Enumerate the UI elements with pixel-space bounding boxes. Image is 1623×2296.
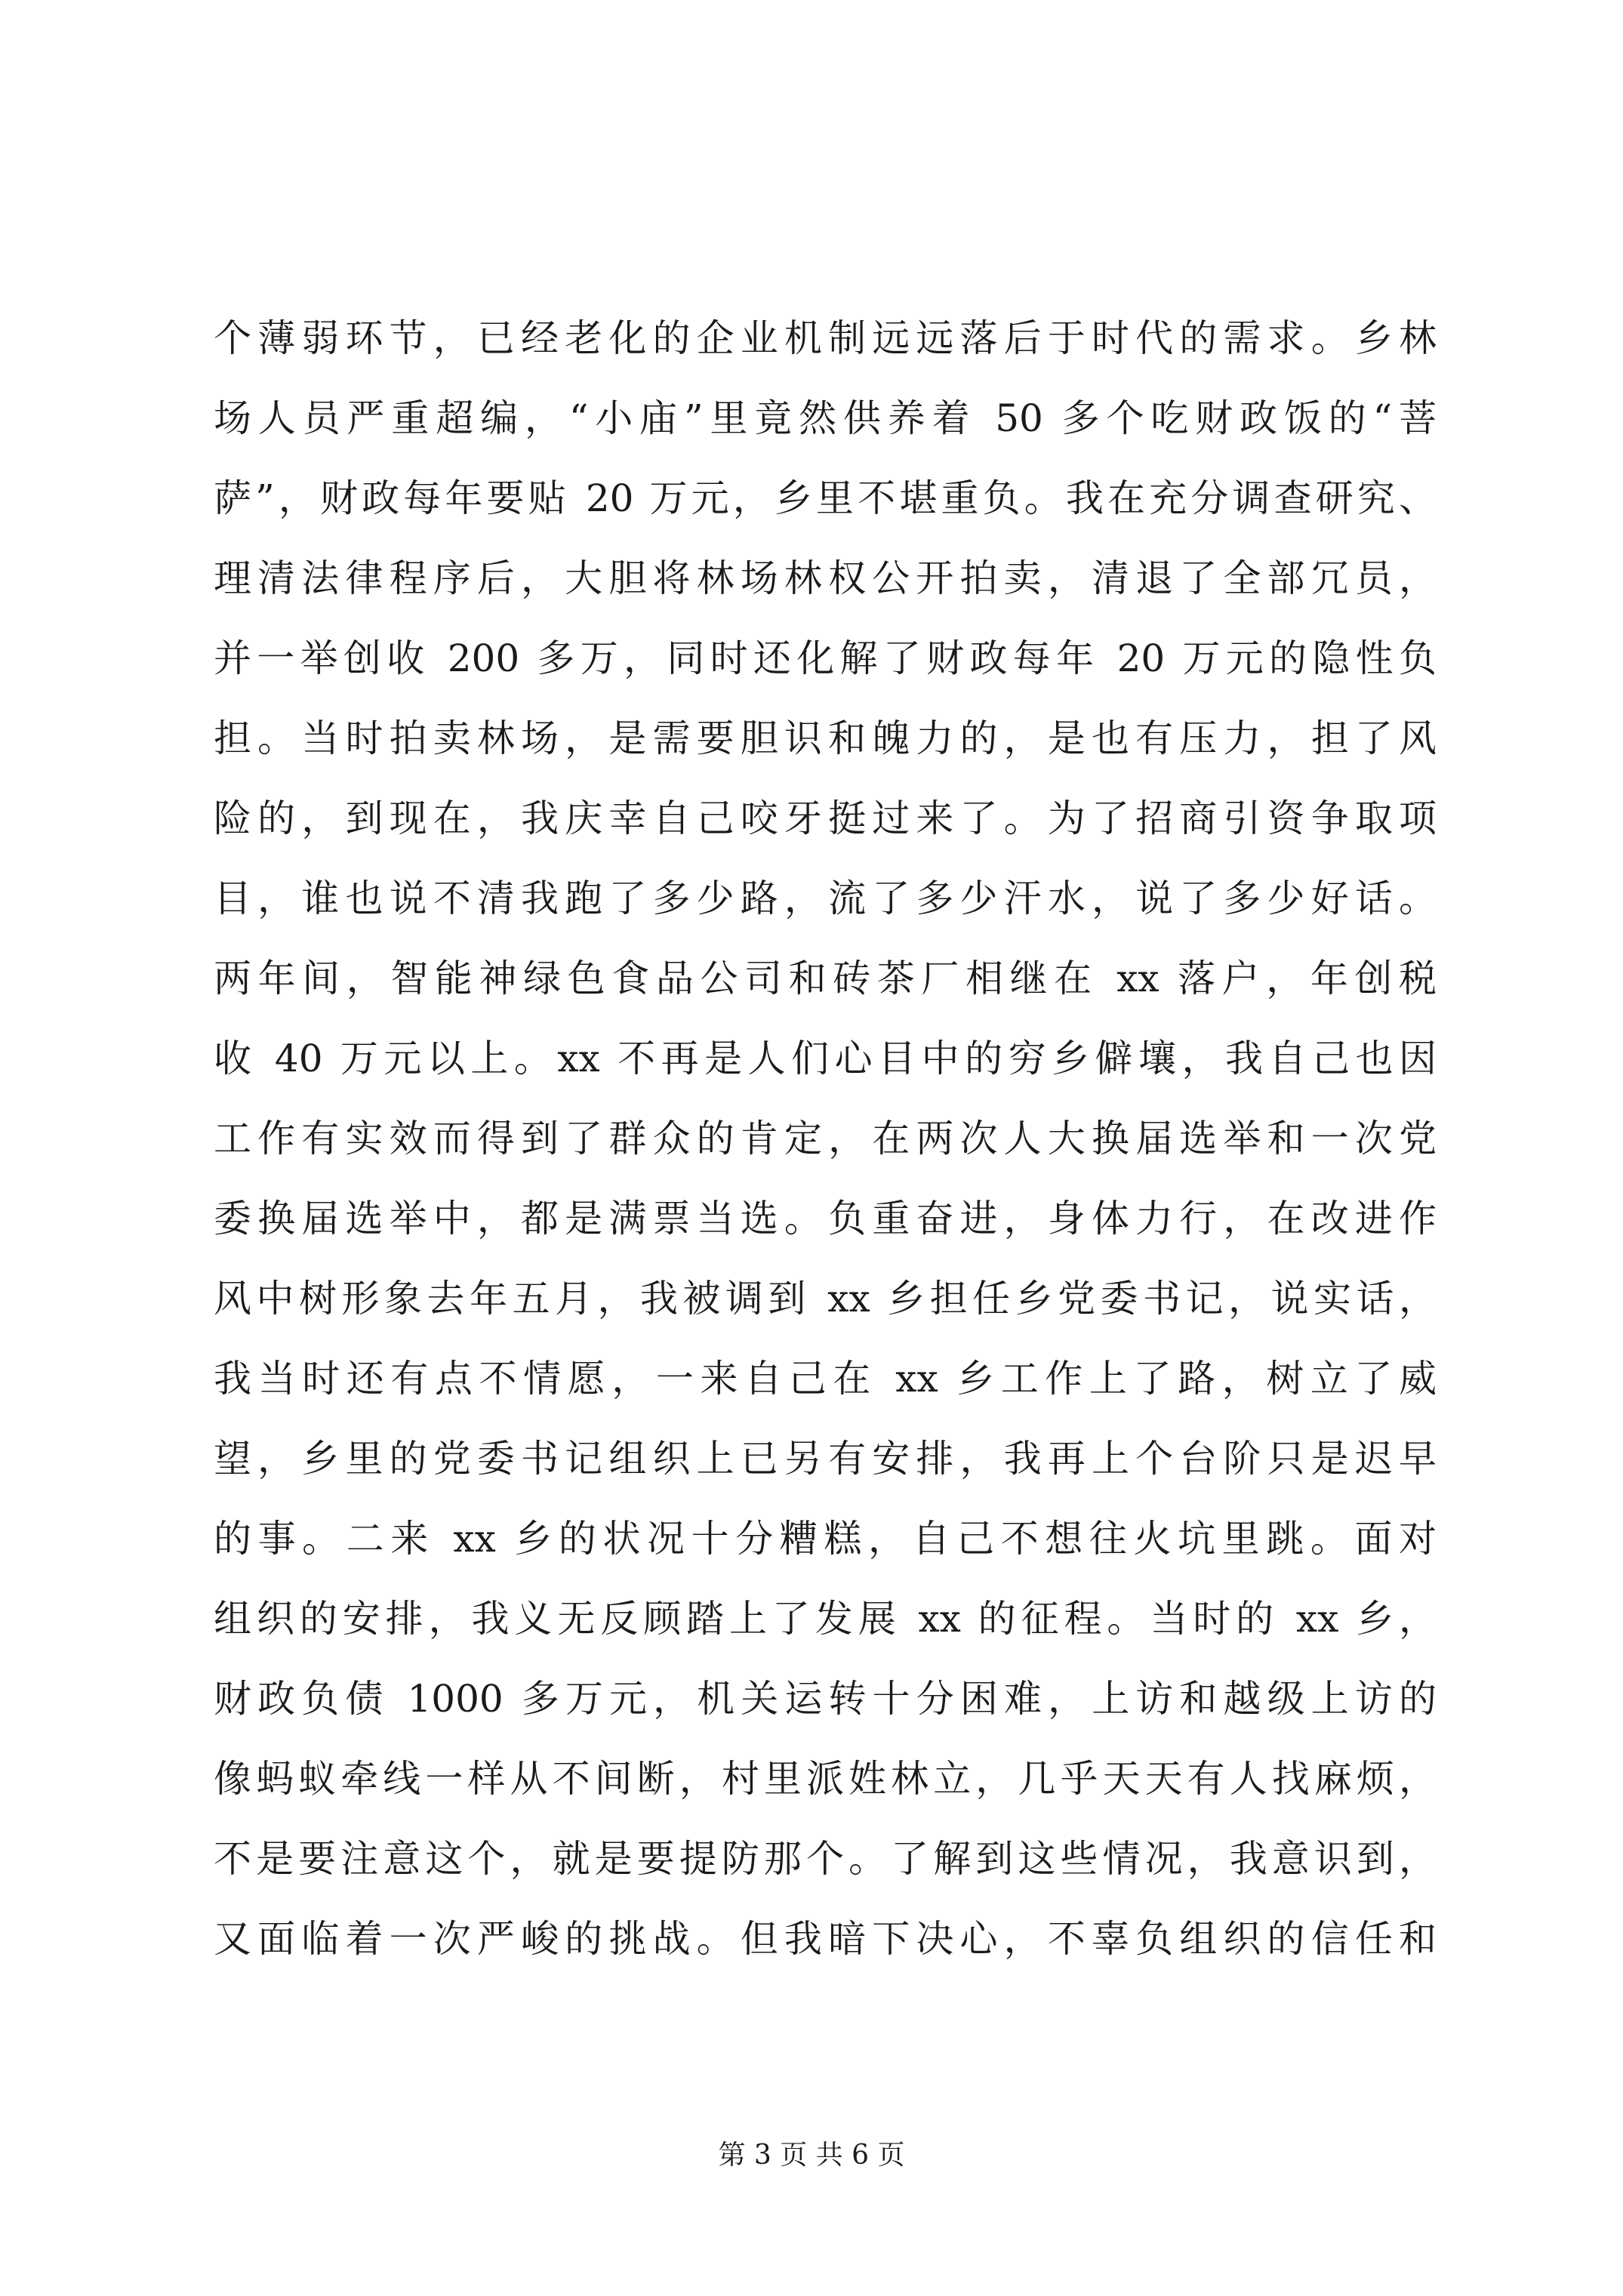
text-line: 组织的安排，我义无反顾踏上了发展 xx 的征程。当时的 xx 乡， [214, 1597, 1437, 1641]
text-line: 委换届选举中，都是满票当选。负重奋进，身体力行，在改进作 [214, 1197, 1437, 1240]
text-line: 个薄弱环节，已经老化的企业机制远远落后于时代的需求。乡林 [214, 316, 1437, 360]
text-line: 风中树形象去年五月，我被调到 xx 乡担任乡党委书记，说实话， [214, 1277, 1437, 1321]
text-line: 理清法律程序后，大胆将林场林权公开拍卖，清退了全部冗员， [214, 556, 1437, 600]
text-line: 又面临着一次严峻的挑战。但我暗下决心，不辜负组织的信任和 [214, 1917, 1437, 1961]
body-text [214, 298, 1437, 1979]
text-line: 目，谁也说不清我跑了多少路，流了多少汗水，说了多少好话。 [214, 877, 1437, 920]
text-line: 工作有实效而得到了群众的肯定，在两次人大换届选举和一次党 [214, 1117, 1437, 1160]
text-line: 的事。二来 xx 乡的状况十分糟糕，自己不想往火坑里跳。面对 [214, 1517, 1437, 1561]
text-line: 险的，到现在，我庆幸自己咬牙挺过来了。为了招商引资争取项 [214, 797, 1437, 840]
text-line: 两年间，智能神绿色食品公司和砖茶厂相继在 xx 落户，年创税 [214, 957, 1437, 1000]
page-footer [0, 2137, 1623, 2174]
text-line: 收 40 万元以上。xx 不再是人们心目中的穷乡僻壤，我自己也因 [214, 1037, 1437, 1080]
text-line: 像蚂蚁牵线一样从不间断，村里派姓林立，几乎天天有人找麻烦， [214, 1757, 1437, 1801]
text-line: 望，乡里的党委书记组织上已另有安排，我再上个台阶只是迟早 [214, 1437, 1437, 1481]
page-number-indicator: 第 3 页 共 6 页 [718, 2140, 905, 2171]
text-line: 担。当时拍卖林场，是需要胆识和魄力的，是也有压力，担了风 [214, 717, 1437, 760]
text-line: 萨”，财政每年要贴 20 万元，乡里不堪重负。我在充分调查研究、 [214, 476, 1437, 520]
text-line: 并一举创收 200 多万，同时还化解了财政每年 20 万元的隐性负 [214, 636, 1437, 680]
text-line: 财政负债 1000 多万元，机关运转十分困难，上访和越级上访的 [214, 1677, 1437, 1721]
text-line: 场人员严重超编，“小庙”里竟然供养着 50 多个吃财政饭的“菩 [214, 396, 1437, 440]
text-line: 不是要注意这个，就是要提防那个。了解到这些情况，我意识到， [214, 1837, 1437, 1881]
text-line: 我当时还有点不情愿，一来自己在 xx 乡工作上了路，树立了威 [214, 1357, 1437, 1401]
